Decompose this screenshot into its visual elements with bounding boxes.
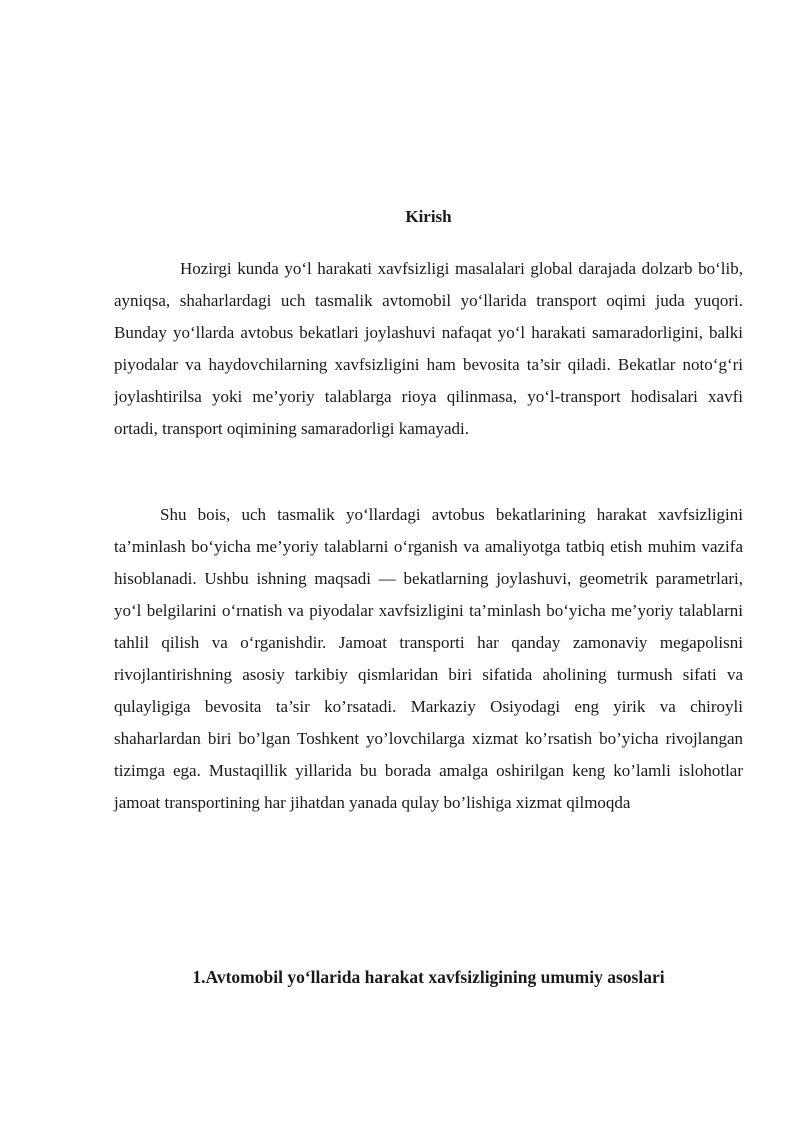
- section-heading: 1.Avtomobil yo‘llarida harakat xavfsizligining umumiy asoslari: [192, 967, 665, 987]
- page-title: Kirish: [405, 207, 452, 226]
- paragraph-introduction: Hozirgi kunda yo‘l harakati xavfsizligi masalalari global darajada dolzarb bo‘lib, ayniqsa, shaharlardagi uch tasmalik avtomobil yo‘llarida transport oqimi juda yuqori. Bunday yo‘llarda avtobus bekatlari joylashuvi nafaqat yo‘l harakati samaradorligini, balki piyodalar va haydovchilarning xavfsizligini ham bevosita ta’sir qiladi. Bekatlar noto‘g‘ri joylashtirilsa yoki me’yoriy talablarga rioya qilinmasa, yo‘l-transport hodisalari xavfi ortadi, transport oqimining samaradorligi kamayadi.: [114, 259, 743, 438]
- paragraph-purpose: Shu bois, uch tasmalik yo‘llardagi avtobus bekatlarining harakat xavfsizligini ta’minlash bo‘yicha me’yoriy talablarni o‘rganish va amaliyotga tatbiq etish muhim vazifa hisoblanadi. Ushbu ishning maqsadi — bekatlarning joylashuvi, geometrik parametrlari, yo‘l belgilarini o‘rnatish va piyodalar xavfsizligini ta’minlash bo‘yicha me’yoriy talablarni tahlil qilish va o‘rganishdir. Jamoat transporti har qanday zamonaviy megapolisni rivojlantirishning asosiy tarkibiy qismlaridan biri sifatida aholining turmush sifati va qulayligiga bevosita ta’sir ko’rsatadi. Markaziy Osiyodagi eng yirik va chiroyli shaharlardan biri bo’lgan Toshkent yo’lovchilarga xizmat ko’rsatish bo’yicha rivojlangan tizimga ega. Mustaqillik yillarida bu borada amalga oshirilgan keng ko’lamli islohotlar jamoat transportining har jihatdan yanada qulay bo’lishiga xizmat qilmoqda: [114, 505, 743, 812]
